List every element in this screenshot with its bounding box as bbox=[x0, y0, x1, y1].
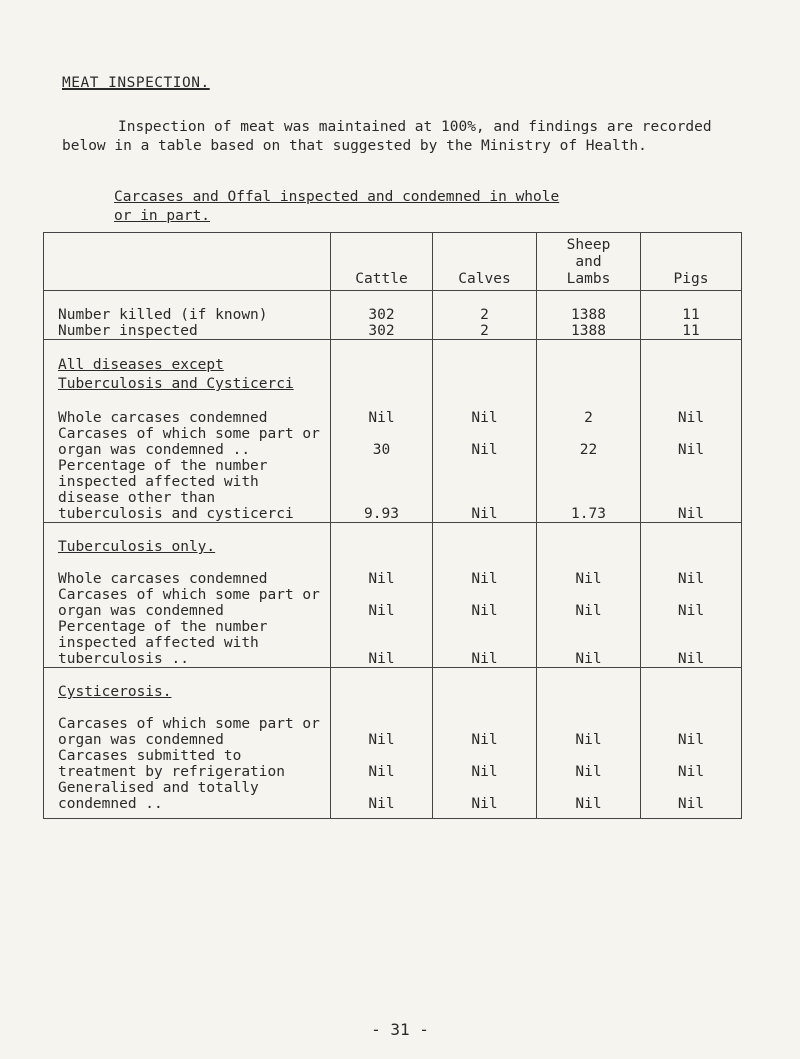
inspected-row bbox=[44, 323, 742, 340]
inspection-table bbox=[43, 232, 742, 819]
cyst-part-pigs: Nil bbox=[641, 716, 742, 748]
section-all-title: All diseases except Tuberculosis and Cysticerci bbox=[58, 357, 294, 392]
header-sheep: Sheep and Lambs bbox=[537, 233, 641, 291]
inspected-cattle: 302 bbox=[331, 323, 433, 340]
cyst-general-row bbox=[44, 780, 742, 819]
cyst-general-sheep: Nil bbox=[537, 780, 641, 819]
all-whole-sheep: 2 bbox=[537, 410, 641, 426]
page-number: - 31 - bbox=[371, 1020, 429, 1039]
table-subheading-text: Carcases and Offal inspected and condemned in whole or in part. bbox=[114, 189, 560, 224]
header-blank bbox=[44, 233, 331, 291]
killed-label: Number killed (if known) bbox=[44, 307, 331, 323]
tb-whole-row bbox=[44, 571, 742, 587]
tb-percent-row bbox=[44, 619, 742, 668]
intro-paragraph bbox=[62, 118, 762, 156]
tb-part-calves: Nil bbox=[433, 587, 537, 619]
cyst-part-label: Carcases of which some part or organ was condemned bbox=[44, 716, 331, 748]
cyst-refrig-calves: Nil bbox=[433, 748, 537, 780]
all-percent-sheep: 1.73 bbox=[537, 458, 641, 523]
cyst-refrig-cattle: Nil bbox=[331, 748, 433, 780]
cyst-refrig-row bbox=[44, 748, 742, 780]
page-heading: MEAT INSPECTION. bbox=[62, 75, 210, 91]
cyst-general-pigs: Nil bbox=[641, 780, 742, 819]
all-part-calves: Nil bbox=[433, 426, 537, 458]
tb-percent-pigs: Nil bbox=[641, 619, 742, 668]
section-all-title-row bbox=[44, 356, 742, 394]
cyst-general-label: Generalised and totally condemned .. bbox=[44, 780, 331, 819]
tb-percent-label: Percentage of the number inspected affected with tuberculosis .. bbox=[44, 619, 331, 668]
tb-percent-cattle: Nil bbox=[331, 619, 433, 668]
killed-calves: 2 bbox=[433, 307, 537, 323]
section-cyst-title: Cysticerosis. bbox=[58, 684, 172, 700]
cyst-refrig-label: Carcases submitted to treatment by refrigeration bbox=[44, 748, 331, 780]
section-tb-title: Tuberculosis only. bbox=[58, 539, 216, 555]
cyst-part-sheep: Nil bbox=[537, 716, 641, 748]
tb-part-label: Carcases of which some part or organ was condemned bbox=[44, 587, 331, 619]
killed-sheep: 1388 bbox=[537, 307, 641, 323]
killed-pigs: 11 bbox=[641, 307, 742, 323]
tb-percent-sheep: Nil bbox=[537, 619, 641, 668]
all-part-label: Carcases of which some part or organ was condemned .. bbox=[44, 426, 331, 458]
cyst-part-calves: Nil bbox=[433, 716, 537, 748]
all-part-row bbox=[44, 426, 742, 458]
tb-part-pigs: Nil bbox=[641, 587, 742, 619]
cyst-part-cattle: Nil bbox=[331, 716, 433, 748]
tb-whole-label: Whole carcases condemned bbox=[44, 571, 331, 587]
header-pigs: Pigs bbox=[641, 233, 742, 291]
inspected-calves: 2 bbox=[433, 323, 537, 340]
tb-whole-calves: Nil bbox=[433, 571, 537, 587]
all-whole-pigs: Nil bbox=[641, 410, 742, 426]
all-percent-calves: Nil bbox=[433, 458, 537, 523]
cyst-refrig-sheep: Nil bbox=[537, 748, 641, 780]
header-calves: Calves bbox=[433, 233, 537, 291]
tb-part-sheep: Nil bbox=[537, 587, 641, 619]
all-whole-label: Whole carcases condemned bbox=[44, 410, 331, 426]
all-percent-row bbox=[44, 458, 742, 523]
all-part-pigs: Nil bbox=[641, 426, 742, 458]
tb-whole-cattle: Nil bbox=[331, 571, 433, 587]
tb-percent-calves: Nil bbox=[433, 619, 537, 668]
header-row bbox=[44, 233, 742, 291]
all-whole-cattle: Nil bbox=[331, 410, 433, 426]
cyst-general-calves: Nil bbox=[433, 780, 537, 819]
all-percent-cattle: 9.93 bbox=[331, 458, 433, 523]
tb-whole-pigs: Nil bbox=[641, 571, 742, 587]
all-part-sheep: 22 bbox=[537, 426, 641, 458]
cyst-refrig-pigs: Nil bbox=[641, 748, 742, 780]
section-cyst-title-row bbox=[44, 684, 742, 700]
killed-row bbox=[44, 307, 742, 323]
inspected-pigs: 11 bbox=[641, 323, 742, 340]
section-tb-title-row bbox=[44, 539, 742, 555]
tb-part-row bbox=[44, 587, 742, 619]
all-whole-row bbox=[44, 410, 742, 426]
header-cattle: Cattle bbox=[331, 233, 433, 291]
all-whole-calves: Nil bbox=[433, 410, 537, 426]
inspected-label: Number inspected bbox=[44, 323, 331, 340]
tb-whole-sheep: Nil bbox=[537, 571, 641, 587]
all-part-cattle: 30 bbox=[331, 426, 433, 458]
cyst-general-cattle: Nil bbox=[331, 780, 433, 819]
all-percent-label: Percentage of the number inspected affected with disease other than tuberculosis and cysticerci bbox=[44, 458, 331, 523]
killed-cattle: 302 bbox=[331, 307, 433, 323]
tb-part-cattle: Nil bbox=[331, 587, 433, 619]
cyst-part-row bbox=[44, 716, 742, 748]
table-subheading bbox=[114, 188, 574, 226]
intro-text: Inspection of meat was maintained at 100%, and findings are recorded below in a table based on that suggested by the Ministry of Health. bbox=[62, 119, 712, 154]
all-percent-pigs: Nil bbox=[641, 458, 742, 523]
inspected-sheep: 1388 bbox=[537, 323, 641, 340]
